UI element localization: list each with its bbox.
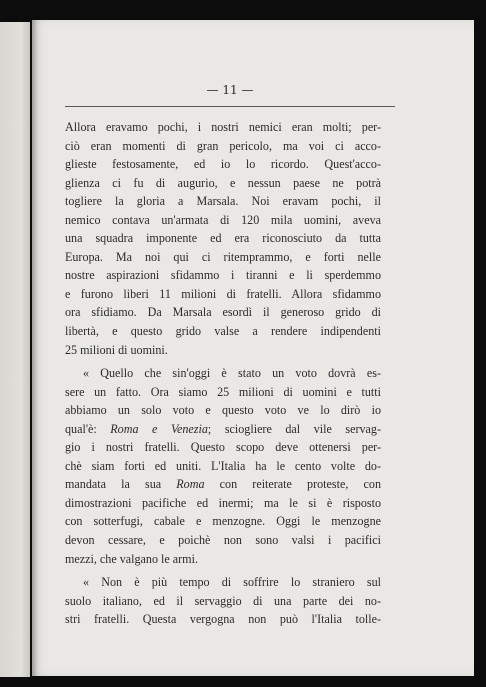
text-line: ciò eran momenti di gran pericolo, ma voi ci acco-	[65, 138, 381, 153]
text-line: suolo italiano, ed il servaggio di una parte dei no-	[65, 593, 381, 608]
text-line: « Non è più tempo di soffrire lo straniero sul	[83, 575, 381, 590]
page-gutter-shadow	[32, 20, 38, 676]
paragraph	[65, 364, 381, 568]
text-fragment: qual'è:	[65, 421, 111, 436]
text-line: e furono liberi 11 milioni di fratelli. Allora sfidammo	[65, 286, 381, 301]
text-line	[65, 475, 381, 494]
italic-phrase: Roma	[176, 477, 205, 492]
text-line: glienza ci fu di augurio, e nessun paese ne potrà	[65, 175, 381, 190]
text-line: stri fratelli. Questa vergogna non può l'Italia tolle-	[65, 612, 381, 627]
text-line: sere un fatto. Ora siamo 25 milioni di uomini e tutti	[65, 384, 381, 399]
page-number: — 11 —	[206, 83, 254, 97]
text-line: 25 milioni di uomini.	[65, 342, 168, 357]
header-rule	[65, 106, 395, 107]
text-line: nemico contava un'armata di 120 mila uomini, aveva	[65, 212, 381, 227]
page-header	[65, 82, 395, 110]
text-line	[65, 420, 381, 439]
text-fragment: ; sciogliere dal vile servag-	[207, 421, 381, 436]
text-line: devon cessare, e poichè non sono valsi i pacifici	[65, 533, 381, 548]
paragraph	[65, 573, 381, 629]
text-line: abbiamo un solo voto e questo voto ve lo dirò io	[65, 403, 381, 418]
text-line: con sotterfugi, cabale e menzogne. Oggi le menzogne	[65, 514, 381, 529]
text-line: togliere la gloria a Marsala. Noi eravam pochi, il	[65, 194, 381, 209]
text-fragment: con reiterate proteste, con	[204, 477, 381, 492]
paragraph	[65, 118, 381, 359]
text-line: glieste festosamente, ed io lo ricordo. Quest'acco-	[65, 157, 381, 172]
text-line: libertà, e questo grido valse a rendere indipendenti	[65, 324, 381, 339]
text-line: ora sfidiamo. Da Marsala esordì il generoso grido di	[65, 305, 381, 320]
text-line: nostre aspirazioni sfidammo i tiranni e li sperdemmo	[65, 268, 381, 283]
text-line: gio i nostri fratelli. Questo scopo deve ottenersi per-	[65, 440, 381, 455]
text-line: « Quello che sin'oggi è stato un voto dovrà es-	[83, 366, 381, 381]
body-text	[65, 118, 381, 629]
text-fragment: mandata la sua	[65, 477, 177, 492]
text-line: Europa. Ma noi qui ci ritemprammo, e forti nelle	[65, 249, 381, 264]
facing-page-edge	[0, 22, 30, 677]
text-line: mezzi, che valgano le armi.	[65, 551, 198, 566]
text-line: chè siam forti ed uniti. L'Italia ha le cento volte do-	[65, 458, 381, 473]
text-line: Allora eravamo pochi, i nostri nemici eran molti; per-	[65, 120, 381, 134]
italic-phrase: Roma e Venezia	[110, 421, 208, 436]
text-line: dimostrazioni pacifiche ed inermi; ma le si è risposto	[65, 495, 381, 510]
text-line: una squadra imponente ed era riconosciuto da tutta	[65, 231, 381, 246]
